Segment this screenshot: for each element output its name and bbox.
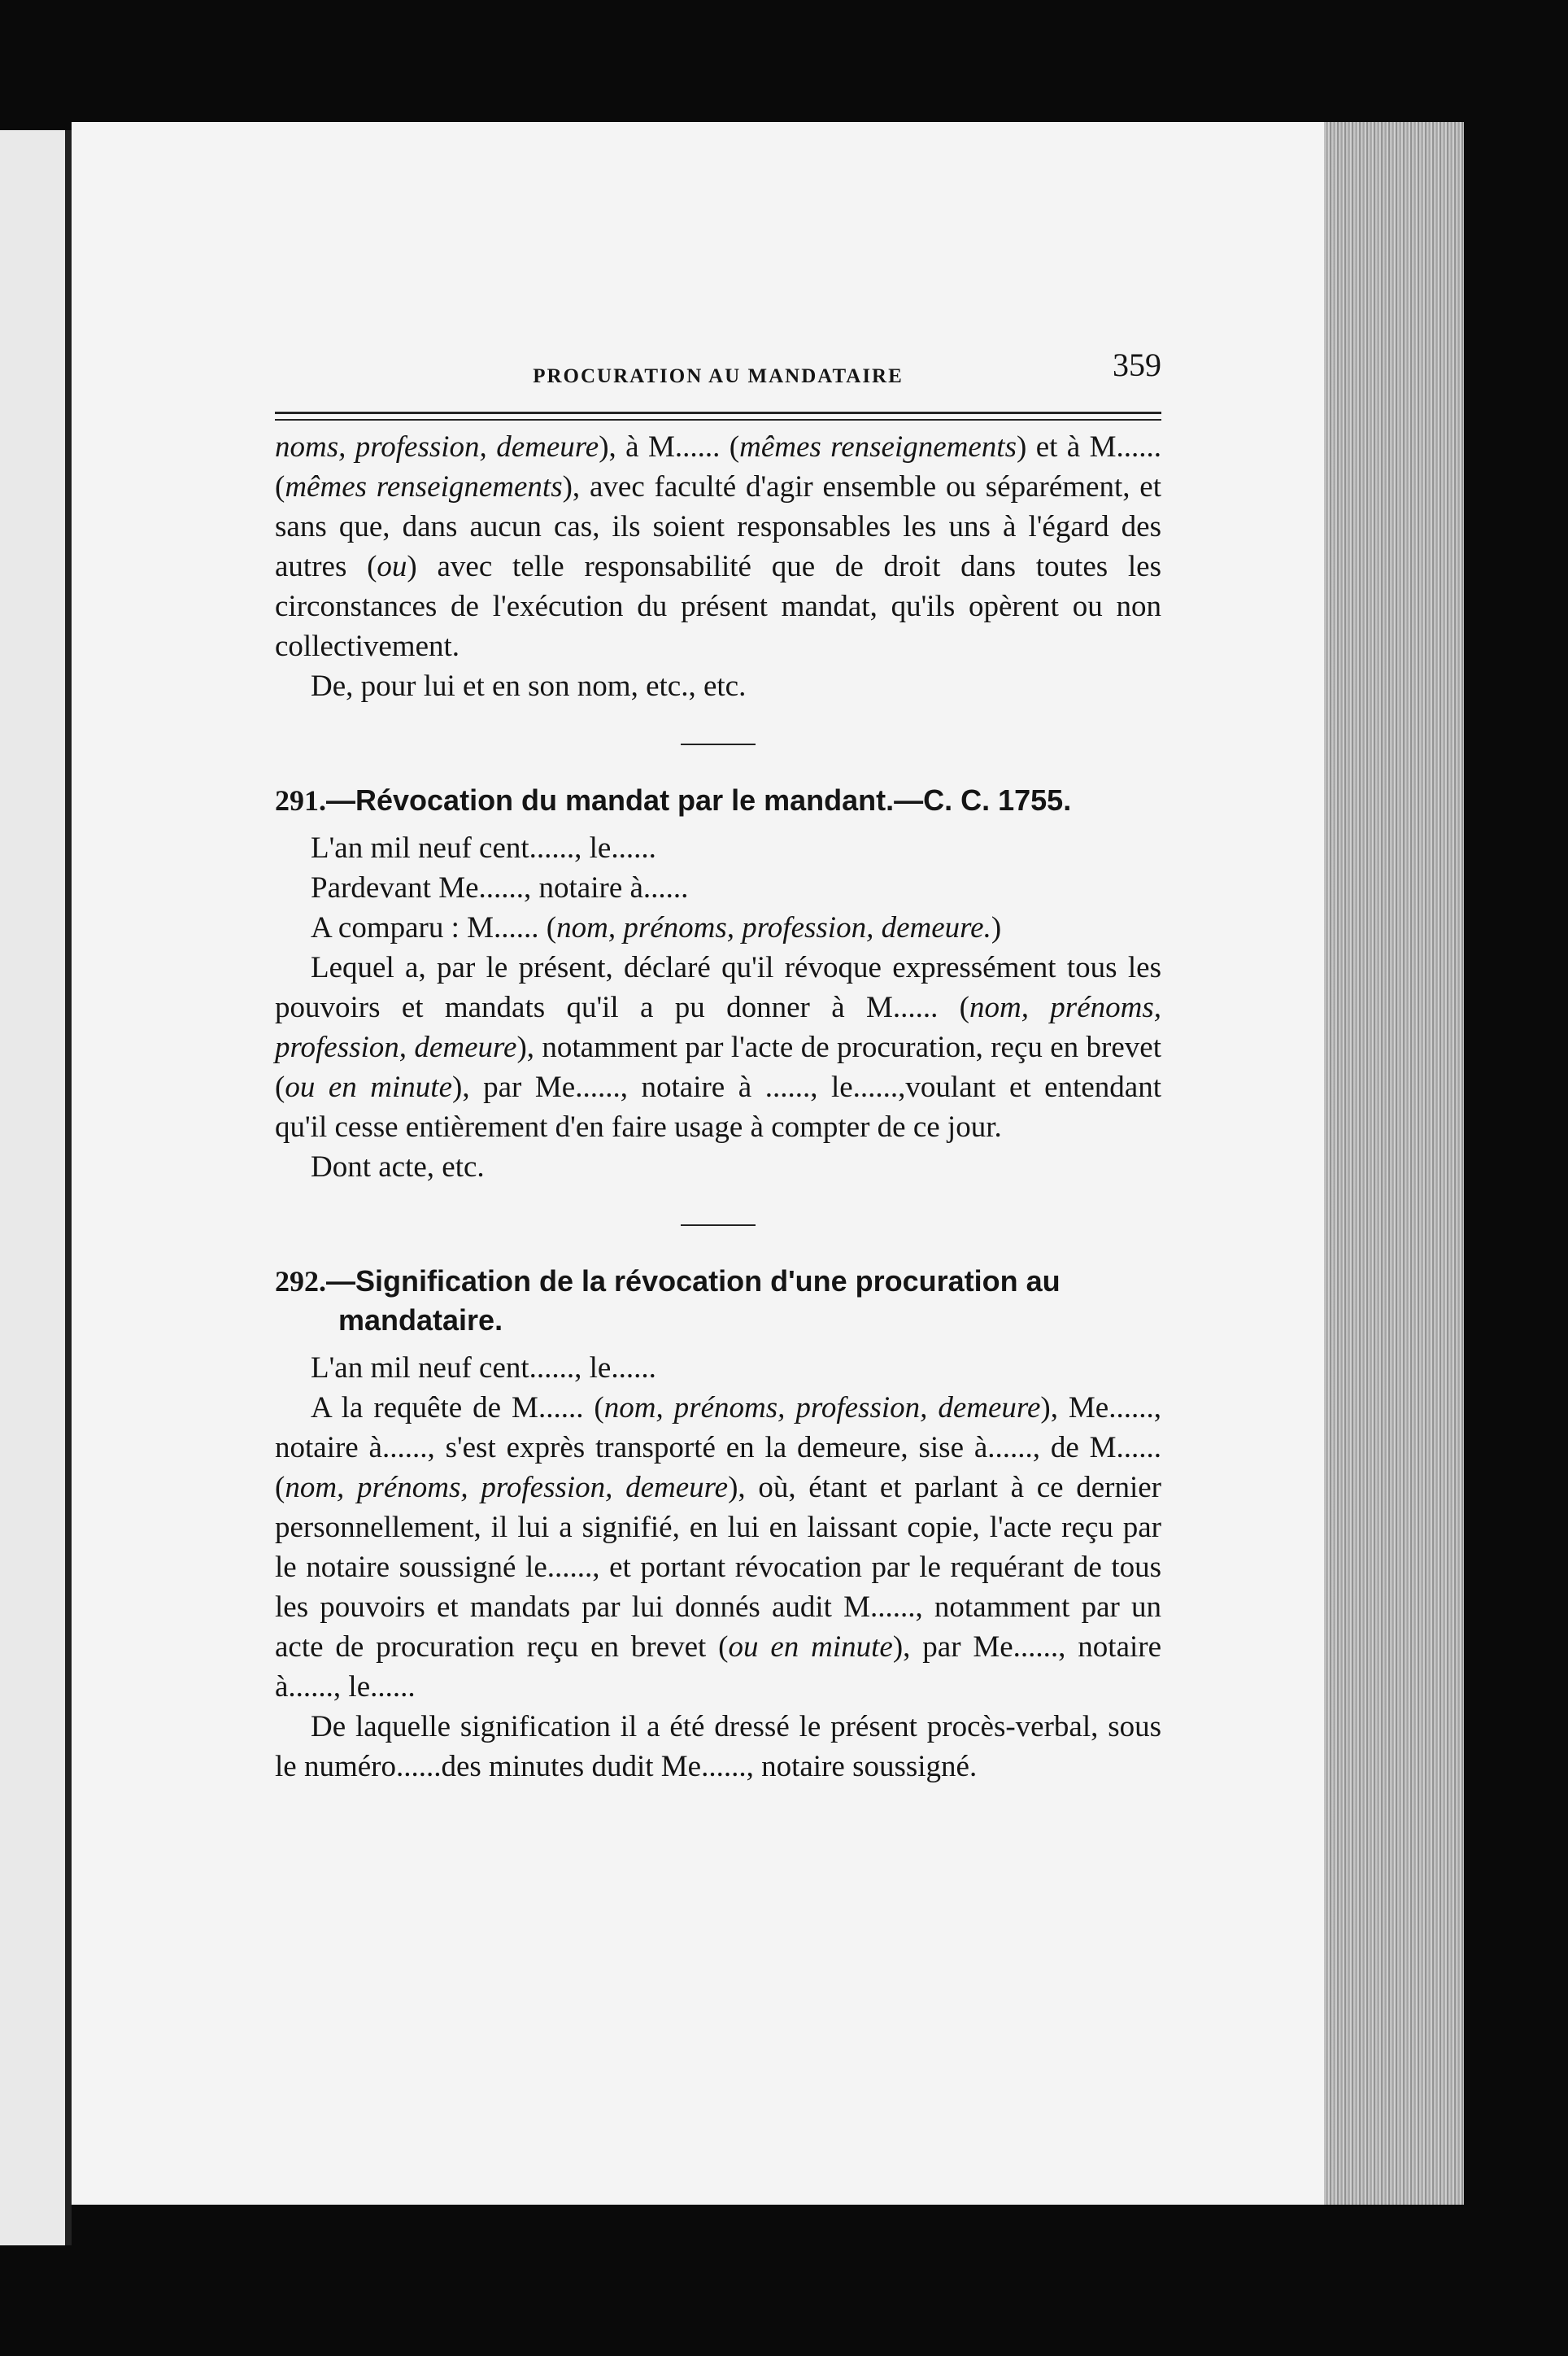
intro-block <box>275 427 1161 706</box>
section-292-heading <box>275 1262 1161 1340</box>
line-dont-acte: Dont acte, etc. <box>311 1150 485 1184</box>
section-291-heading <box>275 781 1161 820</box>
line-date: L'an mil neuf cent......, le...... <box>311 1351 656 1385</box>
text: ), à M...... ( <box>599 430 740 464</box>
text: A comparu : M...... ( <box>311 911 557 945</box>
facing-page-edge <box>0 130 72 2245</box>
section-number: 292. <box>275 1265 326 1298</box>
text: ), par Me......, notaire à......, le...... <box>275 1630 1162 1704</box>
italic-text: ou en minute <box>728 1630 893 1664</box>
intro-paragraph <box>275 427 1161 666</box>
book-page <box>72 122 1324 2205</box>
proces-verbal-paragraph: De laquelle signification il a été dressé le présent procès-verbal, sous le numéro......des minutes dudit Me......, notaire soussigné. <box>275 1710 1161 1783</box>
italic-text: nom, prénoms, profession, demeure <box>285 1471 729 1504</box>
signification-paragraph <box>275 1388 1161 1707</box>
line-notary: Pardevant Me......, notaire à...... <box>311 871 689 905</box>
section-separator <box>681 744 756 745</box>
italic-text: nom, prénoms, profession, demeure <box>603 1391 1041 1425</box>
text: ), Me......, notaire à......, s'est exprès transporté en la demeure, sise à......, de M...... ( <box>275 1391 1161 1504</box>
running-title: PROCURATION AU MANDATAIRE <box>533 365 904 387</box>
text: ), avec faculté d'agir ensemble ou séparément, et sans que, dans aucun cas, ils soient responsables les uns à l'égard des autres ( <box>275 470 1161 583</box>
italic-text: mêmes renseignements <box>739 430 1017 464</box>
italic-text: nom, prénoms, profession, demeure <box>275 991 1161 1064</box>
text: Lequel a, par le présent, déclaré qu'il révoque expressément tous les pouvoirs et mandats qu'il a pu donner à M...... ( <box>275 951 1161 1024</box>
section-291 <box>275 781 1161 1187</box>
italic-text: mêmes renseignements <box>285 470 563 504</box>
italic-text: noms, profession, demeure <box>275 430 599 464</box>
italic-text: ou <box>377 550 407 583</box>
text: A la requête de M...... ( <box>311 1391 604 1425</box>
page-content <box>275 342 1161 1787</box>
text: ) avec telle responsabilité que de droit dans toutes les circonstances de l'exécution du présent mandat, qu'ils opèrent ou non collectivement. <box>275 550 1161 663</box>
intro-closing: De, pour lui et en son nom, etc., etc. <box>311 670 747 703</box>
revocation-paragraph <box>275 948 1161 1147</box>
italic-text: nom, prénoms, profession, demeure. <box>556 911 991 945</box>
section-title: —Signification de la révocation d'une procuration au mandataire. <box>326 1264 1061 1337</box>
section-separator <box>681 1224 756 1226</box>
section-292 <box>275 1262 1161 1787</box>
header-rule <box>275 412 1161 421</box>
text: ) <box>991 911 1002 945</box>
italic-text: ou en minute <box>285 1071 453 1104</box>
line-comparu <box>275 908 1161 948</box>
page-number: 359 <box>1113 347 1161 383</box>
text: ) et à M...... ( <box>275 430 1161 504</box>
text: ), notamment par l'acte de procuration, reçu en brevet ( <box>275 1031 1161 1104</box>
text: ), par Me......, notaire à ......, le......,voulant et entendant qu'il cesse entièrement d'en faire usage à compter de ce jour. <box>275 1071 1162 1144</box>
text: ), où, étant et parlant à ce dernier personnellement, il lui a signifié, en lui en laissant copie, l'acte reçu par le notaire soussigné le......, et portant révocation par le requérant de tous les pouvoirs et mandats par lui donnés audit M......, notamment par un acte de procuration reçu en brevet ( <box>275 1471 1162 1664</box>
book-page-edges <box>1318 122 1464 2205</box>
page-header <box>275 342 1161 390</box>
line-date: L'an mil neuf cent......, le...... <box>311 831 656 865</box>
section-title: —Révocation du mandat par le mandant.—C. C. 1755. <box>326 783 1072 817</box>
section-number: 291. <box>275 784 326 817</box>
